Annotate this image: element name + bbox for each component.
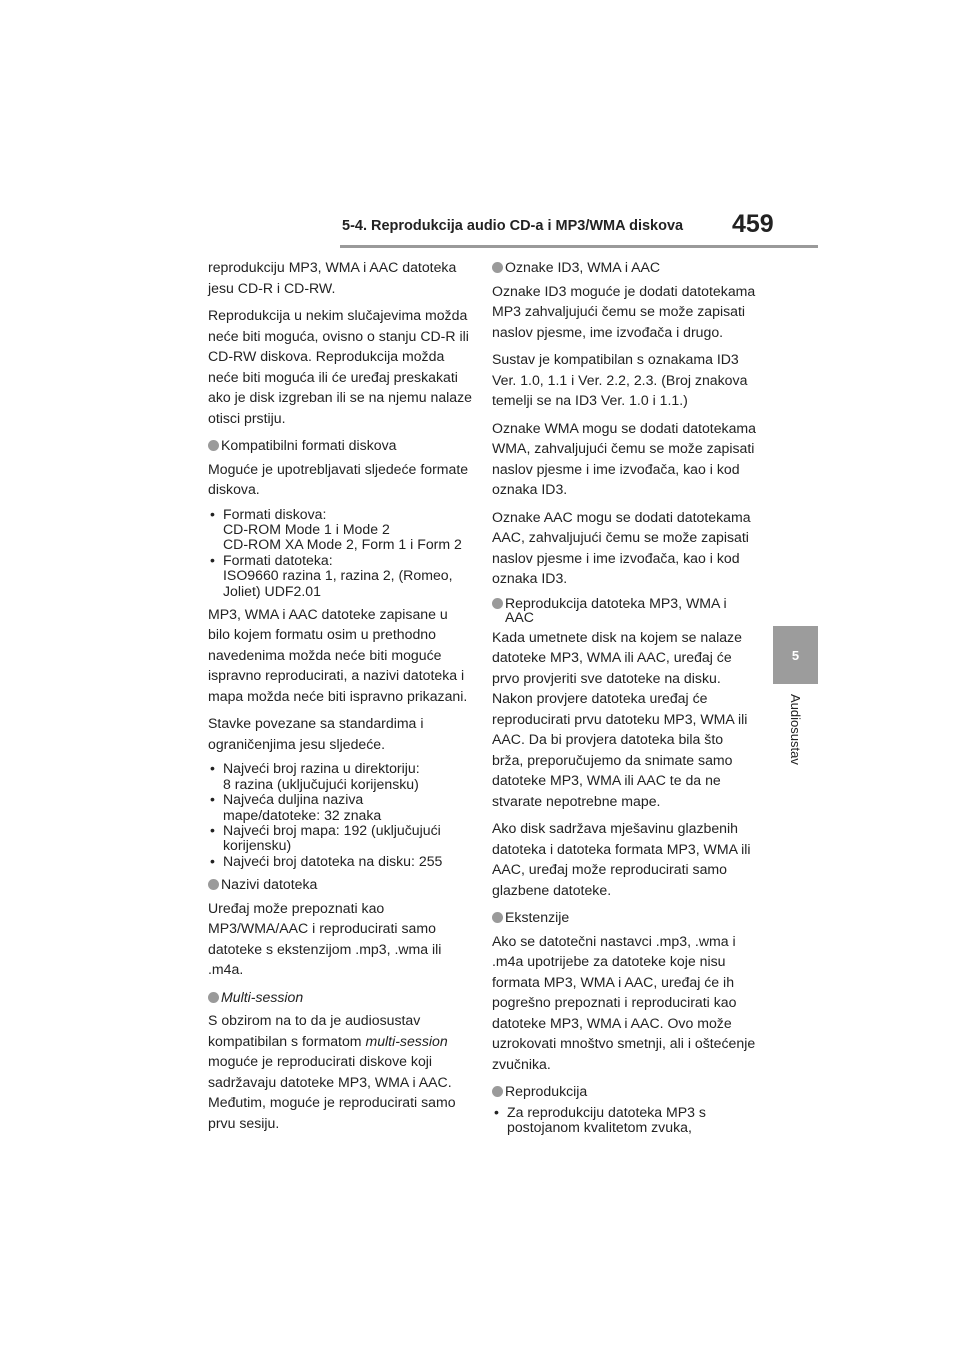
limits-list [208, 761, 473, 869]
bullet-dot-icon [492, 912, 503, 923]
list-item-label: • Za reprodukciju datoteka MP3 s [507, 1103, 706, 1120]
bullet-dot-icon [208, 440, 219, 451]
bullet-heading [492, 907, 757, 928]
paragraph: Sustav je kompatibilan s oznakama ID3 Ver. 1.0, 1.1 i Ver. 2.2, 2.3. (Broj znakova temelji se na ID3 Ver. 1.0 i 1.1.) [492, 351, 748, 408]
heading-text: Nazivi datoteka [221, 876, 318, 893]
paragraph: Stavke povezane sa standardima i ograničenjima jesu sljedeće. [208, 715, 424, 752]
list-item [208, 792, 473, 823]
list-item-line: ISO9660 razina 1, razina 2, (Romeo, Joliet) UDF2.01 [223, 567, 453, 599]
list-item-label: • Formati datoteka: [223, 551, 333, 568]
list-item-label: • Najveća duljina naziva [223, 791, 364, 808]
bullet-heading [492, 1081, 757, 1102]
bullet-dot-icon [208, 879, 219, 890]
list-item-line: 8 razina (uključujući korijensku) [223, 775, 419, 792]
heading-text: Multi-session [221, 988, 304, 1005]
formats-list [208, 507, 473, 599]
list-item-label: • Najveći broj mapa: 192 (uključujući [223, 822, 441, 839]
paragraph: reprodukciju MP3, WMA i AAC datoteka jesu CD-R i CD-RW. [208, 259, 457, 296]
paragraph: Moguće je upotrebljavati sljedeće formate diskova. [208, 460, 469, 497]
page-number: 459 [732, 210, 774, 238]
chapter-tab: 5 [773, 626, 818, 684]
text: moguće je reproducirati diskove koji sadržavaju datoteke MP3, WMA i AAC. Međutim, moguće je reproducirati samo prvu sesiju. [208, 1053, 456, 1131]
playback-list [492, 1105, 757, 1136]
list-item-line: CD-ROM XA Mode 2, Form 1 i Form 2 [223, 536, 462, 553]
paragraph: Reprodukcija u nekim slučajevima možda neće biti moguća, ovisno o stanju CD-R ili CD-RW diskova. Reprodukcija možda neće biti moguća ili će uređaj preskakati ako je disk izgreban ili se na njemu nalaze otisci prstiju. [208, 307, 473, 426]
paragraph: Uređaj može prepoznati kao MP3/WMA/AAC i reproducirati samo datoteke s ekstenzijom .mp3, .wma ili .m4a. [208, 899, 442, 978]
left-column [208, 257, 473, 1140]
bullet-heading [208, 874, 473, 895]
bullet-heading [208, 987, 473, 1008]
list-item [208, 854, 473, 869]
paragraph: Oznake AAC mogu se dodati datotekama AAC, zahvaljujući čemu se može zapisati naslov pjesme i ime izvođača, kao i kod oznaka ID3. [492, 508, 751, 586]
paragraph: Oznake WMA mogu se dodati datotekama WMA, zahvaljujući čemu se može zapisati naslov pjesme i ime izvođača, kao i kod oznaka ID3. [492, 419, 757, 497]
text-italic: multi-session [365, 1032, 448, 1049]
bullet-heading [492, 257, 757, 278]
paragraph: Ako se datotečni nastavci .mp3, .wma i .m4a upotrijebe za datoteke koje nisu formata MP3, WMA i AAC, uređaj će ih pogrešno prepoznati i reproducirati kao datoteke MP3, WMA i AAC. Ovo može uzrokovati mnoštvo smetnji, ali i oštećenje zvučnika. [492, 932, 756, 1072]
list-item-line: korijensku) [223, 837, 292, 854]
paragraph: Kada umetnete disk na kojem se nalaze datoteke MP3, WMA ili AAC, uređaj će prvo provjeriti sve datoteke na disku. Nakon provjere datoteka uređaj će reproducirati prvu datoteku MP3, WMA ili AAC. Da bi provjera datoteka bila što brža, preporučujemo da snimate samo datoteke MP3, WMA ili AAC te da ne stvarate nepotrebne mape. [492, 628, 748, 809]
list-item [492, 1105, 757, 1136]
list-item [208, 761, 473, 792]
paragraph [208, 1010, 473, 1133]
bullet-heading [208, 435, 473, 456]
text: S obzirom na to da je audiosustav kompatibilan s formatom [208, 1012, 421, 1049]
heading-text: Reprodukcija [505, 1083, 588, 1099]
bullet-dot-icon [492, 262, 503, 273]
chapter-label: Audiosustav [788, 694, 803, 765]
heading-text: Ekstenzije [505, 909, 570, 925]
list-item-line: CD-ROM Mode 1 i Mode 2 [223, 520, 390, 537]
list-item-line: mape/datoteke: 32 znaka [223, 806, 382, 823]
paragraph: Oznake ID3 moguće je dodati datotekama MP3 zahvaljujući čemu se može zapisati naslov pjesme, ime izvođača i drugo. [492, 282, 756, 340]
list-item-line: postojanom kvalitetom zvuka, [507, 1118, 692, 1135]
list-item-label: • Formati diskova: [223, 505, 327, 522]
heading-text: Kompatibilni formati diskova [221, 437, 397, 453]
list-item-label: • Najveći broj datoteka na disku: 255 [223, 852, 443, 869]
section-title: 5-4. Reprodukcija audio CD-a i MP3/WMA diskova [342, 218, 684, 234]
bullet-dot-icon [492, 598, 503, 609]
bullet-dot-icon [208, 992, 219, 1003]
paragraph: MP3, WMA i AAC datoteke zapisane u bilo kojem formatu osim u prethodno navedenima možda neće biti moguće ispravno reproducirati, a nazivi datoteka i mapa možda neće biti ispravno prikazani. [208, 605, 468, 704]
list-item-label: • Najveći broj razina u direktoriju: [223, 760, 420, 777]
list-item [208, 823, 473, 854]
bullet-heading [492, 596, 757, 624]
bullet-dot-icon [492, 1086, 503, 1097]
heading-text: Oznake ID3, WMA i AAC [505, 259, 661, 275]
paragraph: Ako disk sadržava mješavinu glazbenih datoteka i datoteka formata MP3, WMA ili AAC, uređaj može reproducirati samo glazbene datoteke. [492, 820, 751, 898]
header-divider [340, 245, 818, 248]
right-column [492, 257, 757, 1140]
heading-text: Reprodukcija datoteka MP3, WMA i AAC [505, 594, 727, 625]
list-item [208, 507, 473, 553]
list-item [208, 553, 473, 599]
